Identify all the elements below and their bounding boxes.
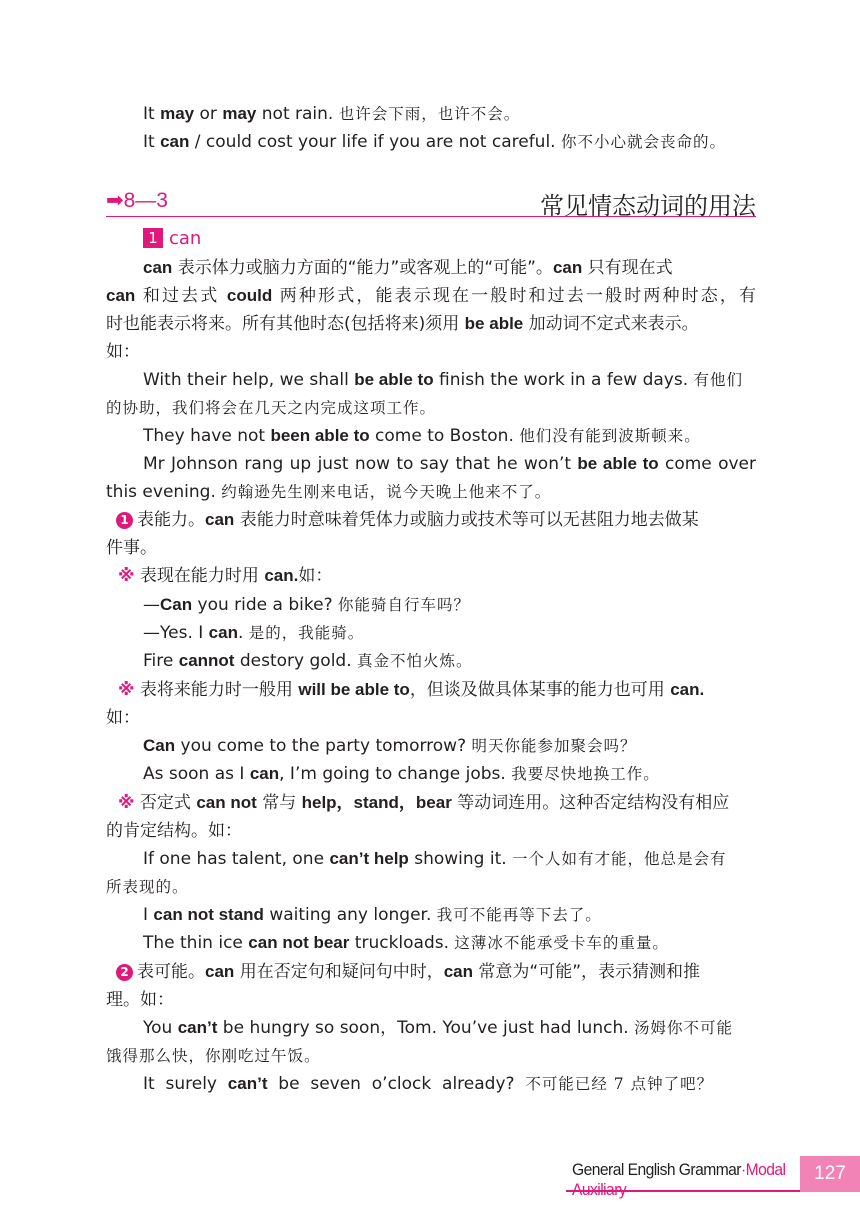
- note-line: ※ 表现在能力时用 can.如：: [118, 566, 333, 586]
- note-line: ※ 表将来能力时一般用 will be able to，但谈及做具体某事的能力也可用 can.: [118, 680, 705, 700]
- example-sentence: It may or may not rain. 也许会下雨，也许不会。: [143, 104, 521, 124]
- paragraph-line: 件事。: [106, 538, 157, 558]
- note-mark-icon: ※: [118, 680, 135, 700]
- note-mark-icon: ※: [118, 566, 135, 586]
- page-footer: [560, 1156, 860, 1192]
- example-sentence: Mr Johnson rang up just now to say that he won’t be able to come over: [143, 454, 756, 474]
- subsection-heading: 1 can: [143, 226, 201, 252]
- example-sentence: —Can you ride a bike? 你能骑自行车吗？: [143, 595, 471, 615]
- number-badge: 1: [116, 512, 133, 529]
- section-title: 常见情态动词的用法: [540, 192, 756, 220]
- example-sentence: Fire cannot destory gold. 真金不怕火炼。: [143, 651, 473, 671]
- paragraph-line: 的肯定结构。如：: [106, 821, 242, 841]
- note-mark-icon: ※: [118, 793, 135, 813]
- paragraph-line: 如：: [106, 708, 140, 728]
- paragraph-line: 理。如：: [106, 990, 174, 1010]
- example-translation: 所表现的。: [106, 878, 189, 896]
- number-badge: 2: [116, 964, 133, 981]
- example-translation: 饿得那么快，你刚吃过午饭。: [106, 1047, 321, 1065]
- page-number: 127: [800, 1156, 860, 1192]
- paragraph-line: can 和过去式 could 两种形式，能表示现在一般时和过去一般时两种时态，有: [106, 286, 756, 306]
- example-sentence: It surely can’t be seven o’clock already? 不可能已经 7 点钟了吧？: [143, 1074, 714, 1094]
- paragraph-line: 如：: [106, 342, 140, 362]
- example-sentence: With their help, we shall be able to finish the work in a few days. 有他们: [143, 370, 744, 390]
- example-sentence: I can not stand waiting any longer. 我可不能再等下去了。: [143, 905, 602, 925]
- example-sentence: It can / could cost your life if you are not careful. 你不小心就会丧命的。: [143, 132, 726, 152]
- section-heading: [106, 188, 756, 220]
- example-sentence: Can you come to the party tomorrow? 明天你能参加聚会吗？: [143, 736, 637, 756]
- example-sentence: They have not been able to come to Boston. 他们没有能到波斯顿来。: [143, 426, 701, 446]
- running-footer: General English Grammar·Modal: [572, 1160, 786, 1179]
- subsection-number: 1: [143, 228, 163, 248]
- arrow-icon: ➡: [106, 189, 124, 212]
- point-heading: 2 表可能。can 用在否定句和疑问句中时，can 常意为“可能”，表示猜测和推: [116, 958, 756, 986]
- example-sentence: this evening. 约翰逊先生刚来电话，说今天晚上他来不了。: [106, 482, 552, 502]
- note-line: ※ 否定式 can not 常与 help，stand，bear 等动词连用。这种否定结构没有相应: [118, 793, 730, 813]
- example-sentence: If one has talent, one can’t help showing it. 一个人如有才能，他总是会有: [143, 849, 727, 869]
- example-translation: 的协助，我们将会在几天之内完成这项工作。: [106, 399, 437, 417]
- point-heading: 1 表能力。can 表能力时意味着凭体力或脑力或技术等可以无甚阻力地去做某: [116, 506, 756, 534]
- example-sentence: The thin ice can not bear truckloads. 这薄冰不能承受卡车的重量。: [143, 933, 669, 953]
- paragraph-line: can 表示体力或脑力方面的“能力”或客观上的“可能”。can 只有现在式: [143, 258, 673, 278]
- example-sentence: You can’t be hungry so soon，Tom. You’ve just had lunch. 汤姆你不可能: [143, 1018, 734, 1038]
- paragraph-line: 时也能表示将来。所有其他时态(包括将来)须用 be able 加动词不定式来表示。: [106, 314, 699, 334]
- example-sentence: As soon as I can, I’m going to change jobs. 我要尽快地换工作。: [143, 764, 660, 784]
- example-sentence: —Yes. I can. 是的，我能骑。: [143, 623, 365, 643]
- section-number: ➡8—3: [106, 189, 168, 212]
